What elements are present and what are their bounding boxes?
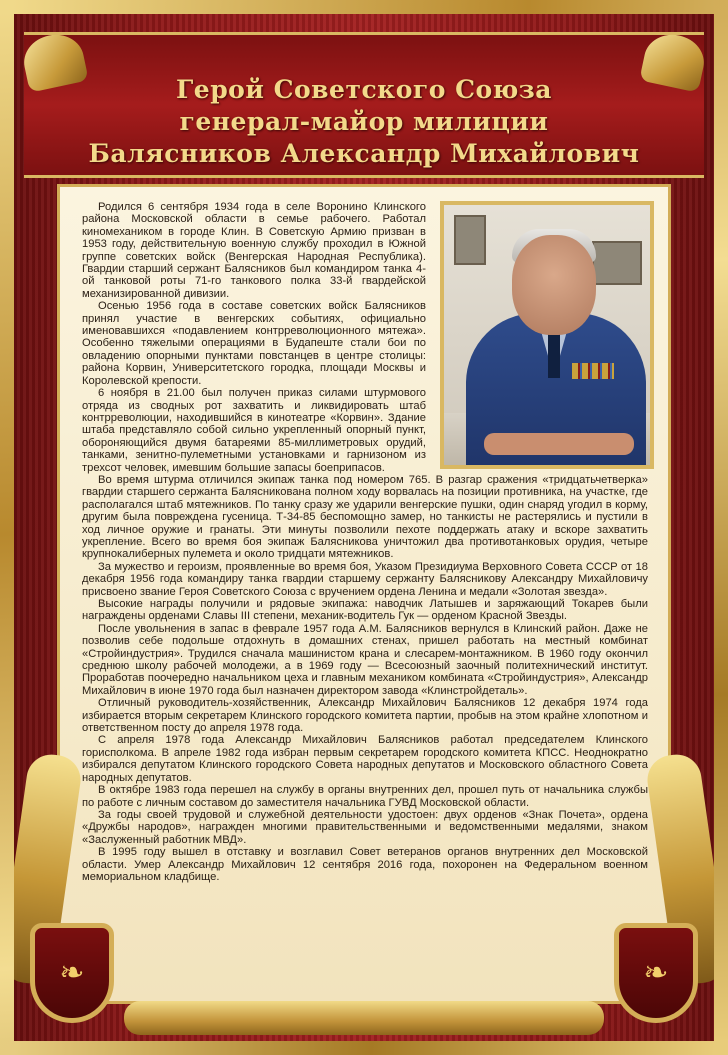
paragraph: Отличный руководитель-хозяйственник, Александр Михайлович Балясников 12 декабря 1974 года избирается вторым секретарем Клинского городского комитета партии, пробыв на этом крайне хлопотном и ответственном посту до апреля 1978 года. — [82, 697, 648, 735]
title-line-1: Герой Советского Союза — [176, 75, 552, 104]
title-banner — [24, 32, 704, 178]
paragraph: Во время штурма отличился экипаж танка под номером 765. В разгар сражения «тридцатьчетверка» гвардии старшего сержанта Балясникована полном ходу ворвалась на позиции противника, на участке, где располагался штаб мятежников. По танку сразу же ударили венгерские пушки, один снаряд угодил в корму, другим была повреждена гусеница. Т-34-85 беспомощно замер, но танкисты не растерялись и пустили в ход личное оружие и гранаты. Эти минуты позволили пехоте поддержать атаку и вскоре захватить укрепление. Всего во время боя экипаж Балясникова уничтожил два противотанковых орудия, четыре крупнокалиберных пулемета и около тридцати мятежников. — [82, 473, 648, 561]
police-emblem-icon: ❧ — [30, 923, 114, 1023]
biography-text — [82, 201, 648, 883]
paragraph: С апреля 1978 года Александр Михайлович Балясников работал председателем Клинского горисполкома. В апреле 1982 года избран первым секретарем городского комитета КПСС. Неоднократно избирался депутатом Клинского городского Совета народных депутатов и Московского областного Совета народных депутатов. — [82, 734, 648, 784]
paragraph: 6 ноября в 21.00 был получен приказ силами штурмового отряда из сводных рот захватить и ликвидировать штаб контрреволюции, находившийся в кинотеатре «Корвин». Здание штаба представляло собой сильно укрепленный опорный пункт, обороняющийся двумя батареями 85-миллиметровых орудий, танками, зенитно-пулеметными установками и гарнизоном из трехсот человек, имевшим большие запасы боеприпасов. — [82, 387, 426, 474]
paragraph: Осенью 1956 года в составе советских войск Балясников принял участие в венгерских событиях, официально именовавшихся «подавлением контрреволюционного мятежа». Особенно тяжелыми операциями в Будапеште стали бои по овладению опорными пунктами повстанцев в центре столицы: района Корвин, Университетского городка, площади Москвы и Королевской крепости. — [82, 300, 426, 387]
memorial-poster — [14, 14, 714, 1041]
lead-text — [82, 201, 648, 474]
paragraph: В 1995 году вышел в отставку и возглавил Совет ветеранов органов внутренних дел Московской области. Умер Александр Михайлович 12 сентября 2016 года, похоронен на Федеральном военном мемориальном кладбище. — [82, 846, 648, 883]
paragraph: После увольнения в запас в феврале 1957 года А.М. Балясников вернулся в Клинский район. Даже не позволив себе подольше отдохнуть в домашних стенах, пришел работать на местный комбинат «Стройиндустрия». Трудился сначала машинистом крана и слесарем-монтажником. В 1960 году окончил среднюю школу рабочей молодежи, а в 1969 году — Всесоюзный заочный политехнический институт. Проработав поочередно начальником цеха и главным механиком комбината «Стройиндустрия», Александр Михайлович в июне 1970 года был назначен директором завода «Клинстройдеталь». — [82, 622, 648, 697]
paragraph: В октябре 1983 года перешел на службу в органы внутренних дел, прошел путь от начальника службы по работе с личным составом до заместителя начальника ГУВД Московской области. — [82, 784, 648, 809]
paragraph: За мужество и героизм, проявленные во время боя, Указом Президиума Верховного Совета СССР от 18 декабря 1956 года командиру танка гвардии старшему сержанту Балясникову Александру Михайловичу присвоено звание Героя Советского Союза с вручением ордена Ленина и медали «Золотая звезда». — [82, 560, 648, 598]
title-line-3: Балясников Александр Михайлович — [88, 139, 640, 168]
police-emblem-icon: ❧ — [614, 923, 698, 1023]
gold-ribbon-bottom-icon — [124, 1001, 604, 1035]
title-line-2: генерал-майор милиции — [179, 107, 549, 136]
biography-panel — [57, 184, 671, 1004]
paragraph: Родился 6 сентября 1934 года в селе Воронино Клинского района Московской области в семье рабочего. Работал киномехаником в городе Клин. В Советскую Армию призван в 1953 году, действительную военную службу проходил в Южной группе советских войск (Венгерская Народная Республика). Гвардии старший сержант Балясников был командиром танка 4-ой танковой роты 71-го танкового полка 33-й гвардейской механизированной дивизии. — [82, 201, 426, 300]
paragraph: За годы своей трудовой и служебной деятельности удостоен: двух орденов «Знак Почета», ордена «Дружбы народов», награжден многими правительственными и ведомственными медалями, знаком «Заслуженный работник МВД». — [82, 808, 648, 846]
paragraph: Высокие награды получили и рядовые экипажа: наводчик Латышев и заряжающий Токарев были награждены орденами Славы III степени, механик-водитель Гук — орденом Красной Звезды. — [82, 598, 648, 623]
